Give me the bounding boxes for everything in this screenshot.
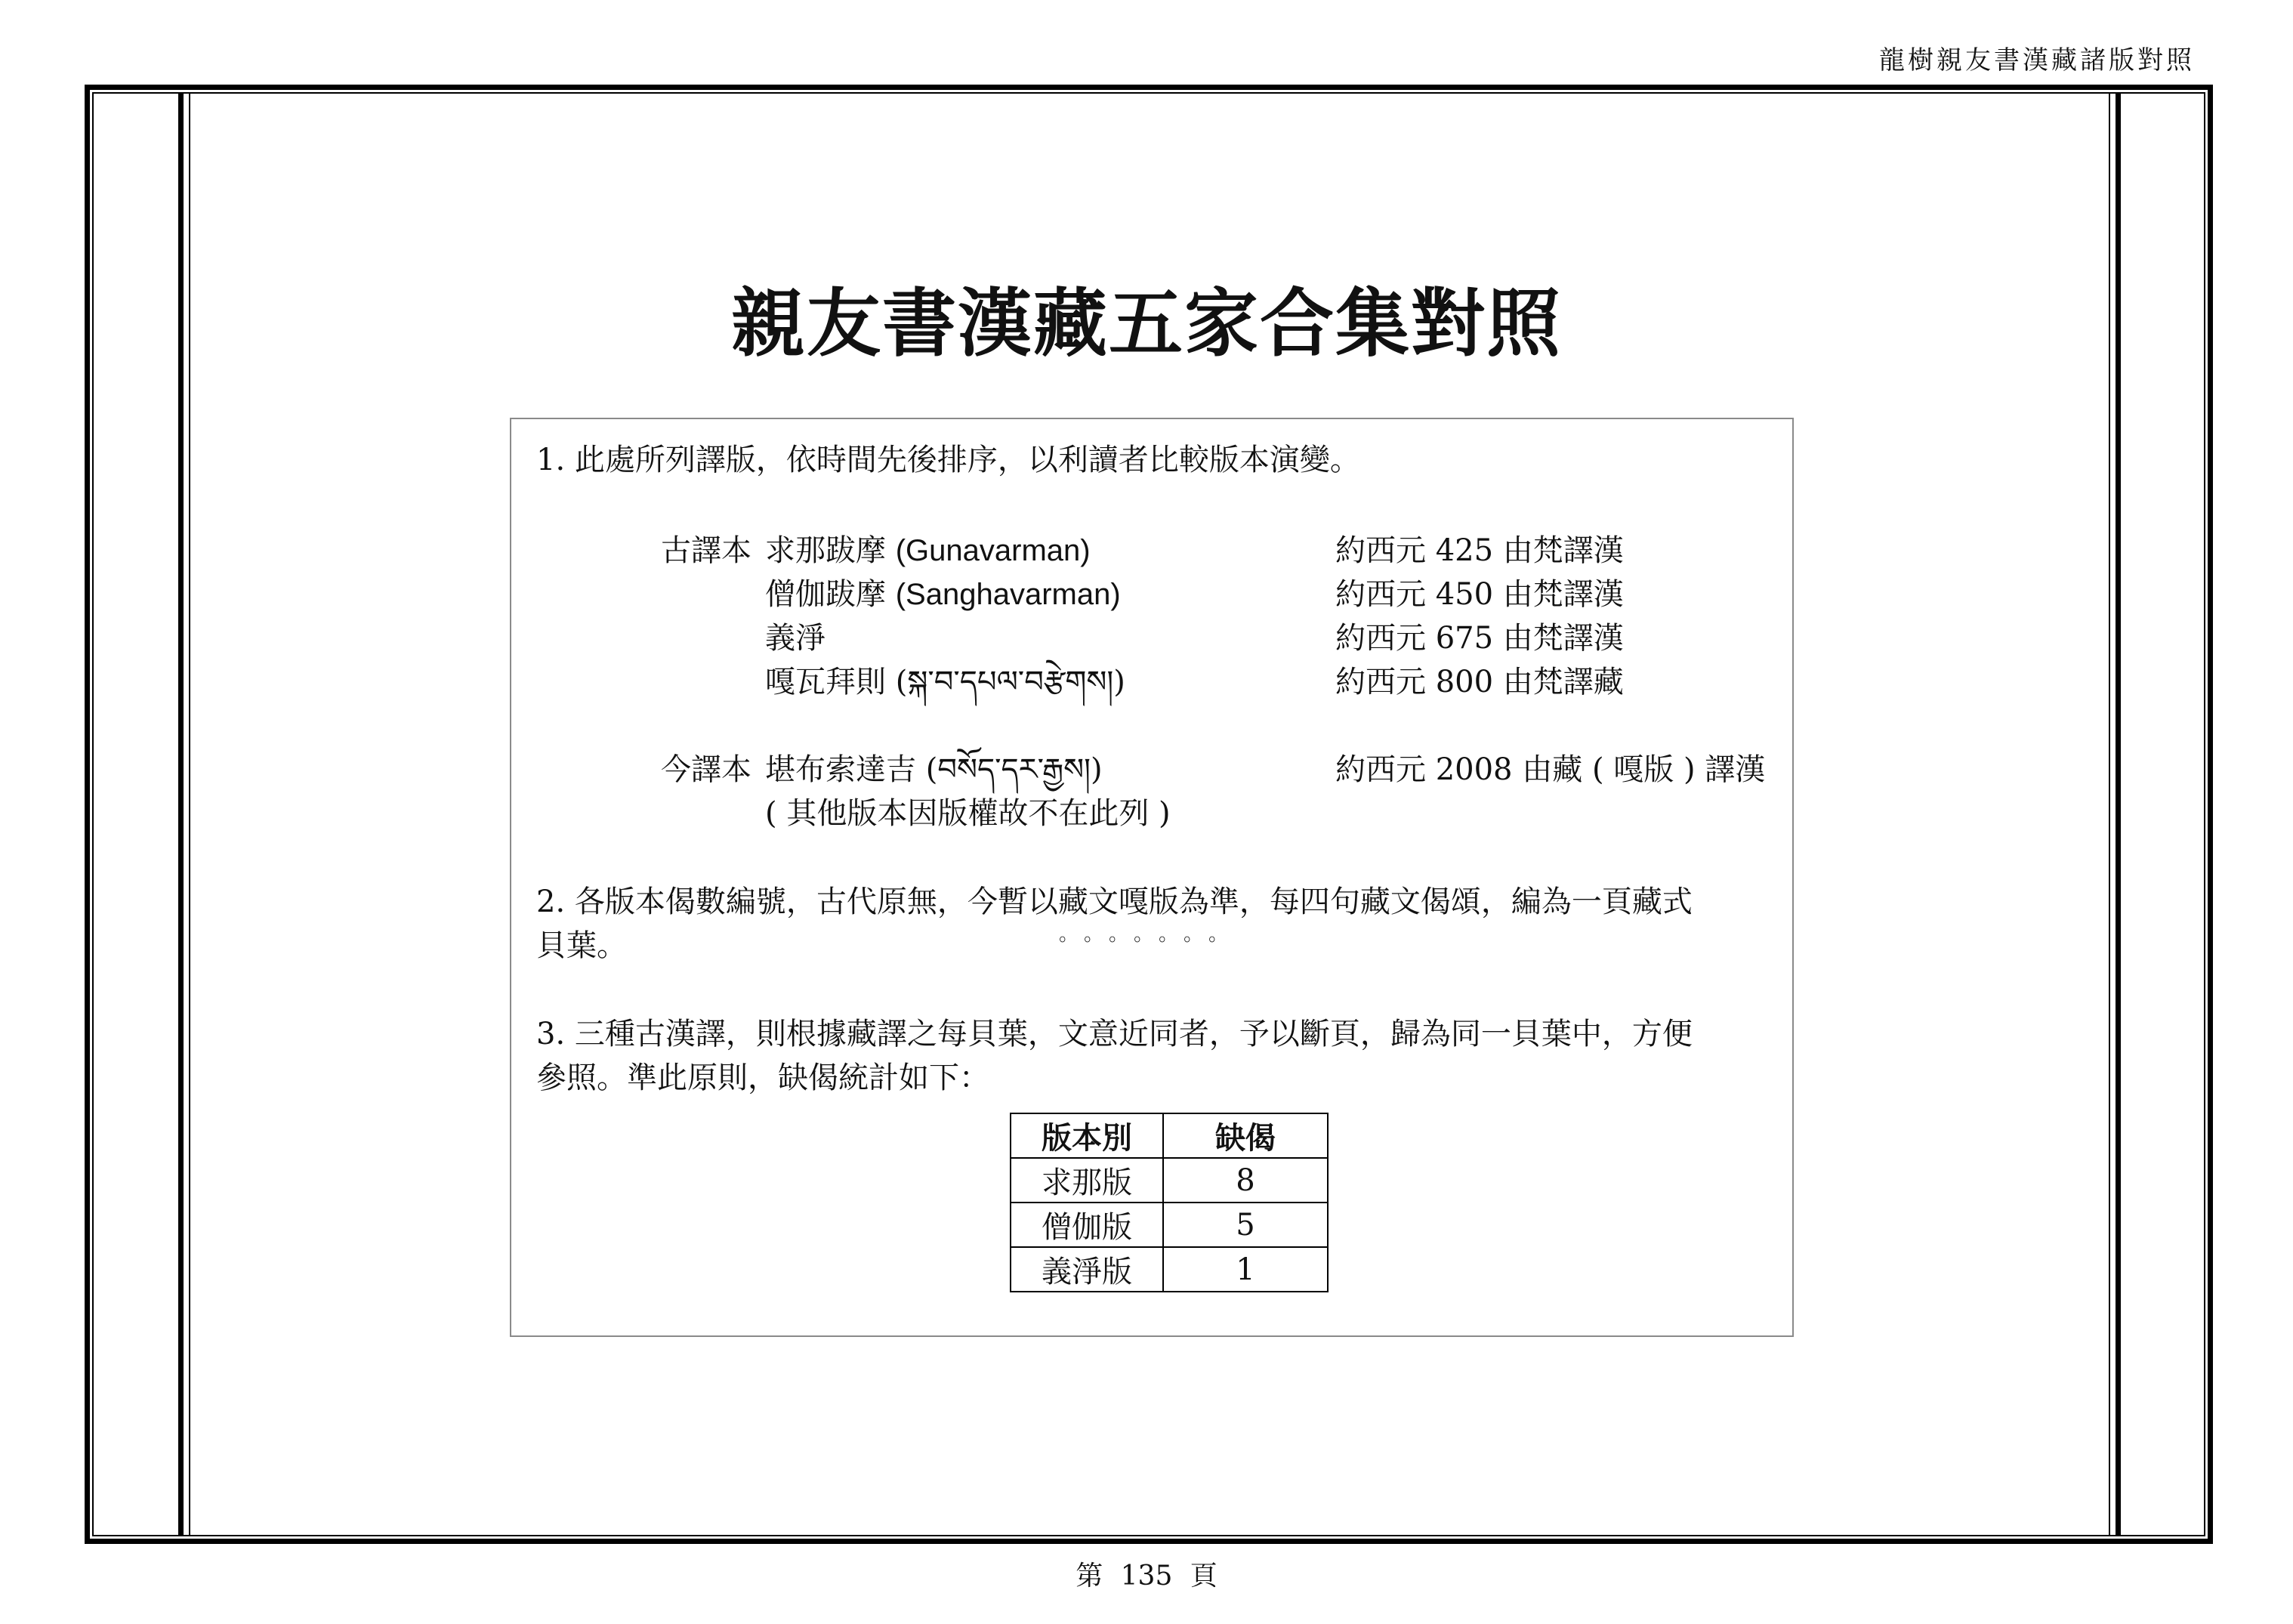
version-row [765,660,1125,704]
copyright-note: ( 其他版本因版權故不在此列 ) [765,796,1171,831]
translator-name: 義淨 [765,621,826,656]
page-title: 親友書漢藏五家合集對照 [730,281,1562,367]
note-2-line1: 2. 各版本偈數編號，古代原無，今暫以藏文嘎版為準，每四句藏文偈頌，編為一頁藏式 [536,885,1693,919]
version-date: 約西元 2008 由藏 ( 嘎版 ) 譯漢 [1335,752,1766,787]
version-row [765,573,1121,616]
table-cell-version: 僧伽版 [1011,1203,1163,1247]
translator-original: (Gunavarman) [895,534,1091,567]
emphasis-dots: 。。。。。。。 [1059,923,1244,946]
modern-label: 今譯本 [661,752,751,787]
translator-original-tibetan: (བསོད་དར་རྒྱས།) [925,752,1103,787]
translator-original: (Sanghavarman) [895,578,1121,611]
version-date: 約西元 425 由梵譯漢 [1335,533,1624,568]
version-row [765,616,826,660]
table-header-row [1011,1113,1328,1158]
table-cell-count: 5 [1163,1203,1328,1247]
table-row [1011,1203,1328,1247]
running-header: 龍樹親友書漢藏諸版對照 [1879,45,2195,76]
version-date: 約西元 450 由梵譯漢 [1335,577,1624,612]
note-1: 1. 此處所列譯版，依時間先後排序，以利讀者比較版本演變。 [536,443,1360,477]
note-3-line1: 3. 三種古漢譯，則根據藏譯之每貝葉，文意近同者，予以斷頁，歸為同一貝葉中，方便 [536,1017,1693,1051]
translator-name: 僧伽跋摩 [765,577,886,612]
translator-name: 求那跋摩 [765,533,886,568]
table-cell-version: 求那版 [1011,1158,1163,1203]
table-cell-count: 8 [1163,1158,1328,1203]
ancient-label: 古譯本 [661,533,751,568]
table-header-missing: 缺偈 [1163,1113,1328,1158]
page-number: 第 135 頁 [1076,1561,1217,1592]
table-header-version: 版本別 [1011,1113,1163,1158]
note-2-line2: 貝葉。 [536,928,627,963]
translator-name: 堪布索達吉 [765,752,916,787]
translator-name: 嘎瓦拜則 [765,665,886,699]
translator-original-tibetan: (སྐ་བ་དཔལ་བརྩེགས།) [895,665,1125,699]
version-row [765,529,1091,573]
missing-verses-table [1010,1113,1329,1292]
version-row [765,748,1103,792]
note-3-line2: 參照。準此原則，缺偈統計如下： [536,1061,989,1095]
table-row [1011,1158,1328,1203]
table-cell-count: 1 [1163,1247,1328,1292]
version-date: 約西元 800 由梵譯藏 [1335,665,1624,699]
version-date: 約西元 675 由梵譯漢 [1335,621,1624,656]
table-cell-version: 義淨版 [1011,1247,1163,1292]
table-row [1011,1247,1328,1292]
